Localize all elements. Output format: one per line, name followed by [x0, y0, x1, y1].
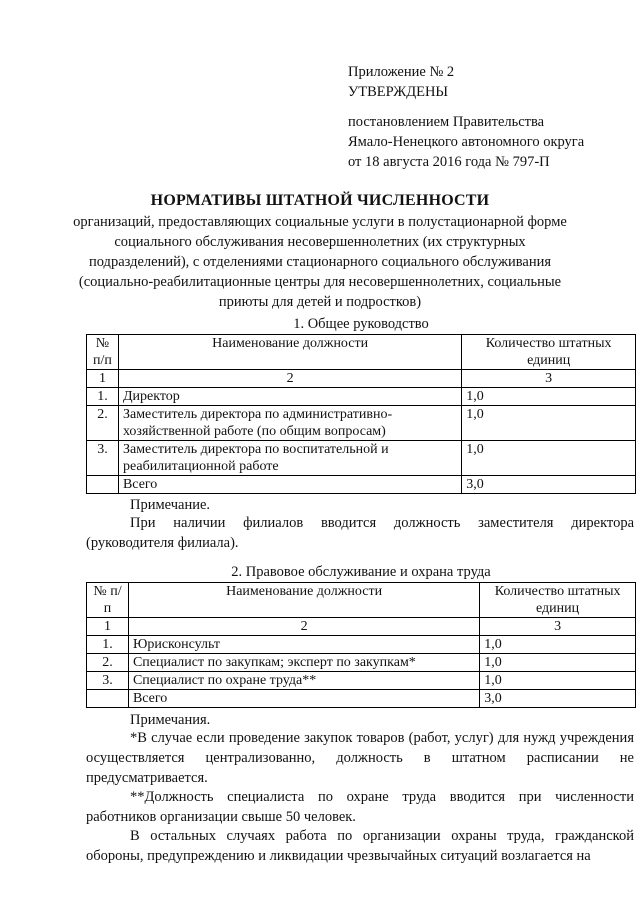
approval-header	[348, 62, 584, 172]
section2-title: 2. Правовое обслуживание и охрана труда	[231, 564, 491, 580]
table-row	[87, 441, 636, 476]
total-label: Всего	[118, 476, 461, 494]
header-qty: Количество штатных единиц	[480, 583, 636, 618]
col-number: 1	[87, 618, 129, 636]
document-subtitle: организаций, предоставляющих социальные услуги в полустационарной форме социального обслуживания несовершеннолетних (их структурных подразделений), с отделениями стационарного социального обслуживания (социально-реабилитационные центры для несовершеннолетних, социальные приюты для детей и подростков)	[73, 214, 567, 310]
total-row	[87, 476, 636, 494]
approved-label: УТВЕРЖДЕНЫ	[348, 84, 449, 100]
row-qty: 1,0	[480, 636, 636, 654]
row-name: Специалист по закупкам; эксперт по закупкам*	[128, 654, 479, 672]
section2-note-1: *В случае если проведение закупок товаров (работ, услуг) для нужд учреждения осуществляется централизованно, должность в штатном расписании не предусматривается.	[86, 730, 634, 786]
total-label: Всего	[128, 690, 479, 708]
col-number: 3	[480, 618, 636, 636]
header-name: Наименование должности	[118, 335, 461, 370]
section1-note-text: При наличии филиалов вводится должность заместителя директора (руководителя филиала).	[86, 515, 634, 551]
row-num: 1.	[87, 636, 129, 654]
row-qty: 1,0	[480, 672, 636, 690]
column-number-row	[87, 370, 636, 388]
row-qty: 1,0	[462, 441, 636, 476]
section1-title: 1. Общее руководство	[293, 316, 429, 332]
row-qty: 1,0	[480, 654, 636, 672]
row-qty: 1,0	[462, 406, 636, 441]
row-name: Директор	[118, 388, 461, 406]
header-name: Наименование должности	[128, 583, 479, 618]
col-number: 2	[128, 618, 479, 636]
table-row	[87, 406, 636, 441]
row-num: 1.	[87, 388, 119, 406]
row-name: Заместитель директора по административно-хозяйственной работе (по общим вопросам)	[118, 406, 461, 441]
header-num: № п/п	[87, 335, 119, 370]
column-number-row	[87, 618, 636, 636]
table-header-row	[87, 335, 636, 370]
row-num: 3.	[87, 672, 129, 690]
decree-line-3: от 18 августа 2016 года № 797-П	[348, 154, 550, 170]
row-name: Заместитель директора по воспитательной и реабилитационной работе	[118, 441, 461, 476]
decree-line-1: постановлением Правительства	[348, 114, 545, 130]
row-qty: 1,0	[462, 388, 636, 406]
appendix-label: Приложение № 2	[348, 64, 455, 80]
decree-line-2: Ямало-Ненецкого автономного округа	[348, 134, 585, 150]
row-num: 2.	[87, 654, 129, 672]
total-value: 3,0	[462, 476, 636, 494]
row-name: Специалист по охране труда**	[128, 672, 479, 690]
document-title: НОРМАТИВЫ ШТАТНОЙ ЧИСЛЕННОСТИ	[150, 192, 490, 209]
table-row	[87, 636, 636, 654]
section1-table	[86, 334, 636, 494]
section2-note-3: В остальных случаях работа по организации охраны труда, гражданской обороны, предупреждению и ликвидации чрезвычайных ситуаций возлагается на	[86, 828, 634, 864]
row-name: Юрисконсульт	[128, 636, 479, 654]
section2-notes-title: Примечания.	[130, 712, 211, 728]
table-row	[87, 388, 636, 406]
table-header-row	[87, 583, 636, 618]
col-number: 3	[462, 370, 636, 388]
section2-note-2: **Должность специалиста по охране труда вводится при численности работников организации свыше 50 человек.	[86, 789, 634, 825]
table-row	[87, 654, 636, 672]
row-num: 2.	[87, 406, 119, 441]
col-number: 2	[118, 370, 461, 388]
total-value: 3,0	[480, 690, 636, 708]
table-row	[87, 672, 636, 690]
col-number: 1	[87, 370, 119, 388]
section2-table	[86, 582, 636, 708]
header-qty: Количество штатных единиц	[462, 335, 636, 370]
row-num: 3.	[87, 441, 119, 476]
total-row	[87, 690, 636, 708]
header-num: № п/п	[87, 583, 129, 618]
section1-note-title: Примечание.	[130, 497, 211, 513]
